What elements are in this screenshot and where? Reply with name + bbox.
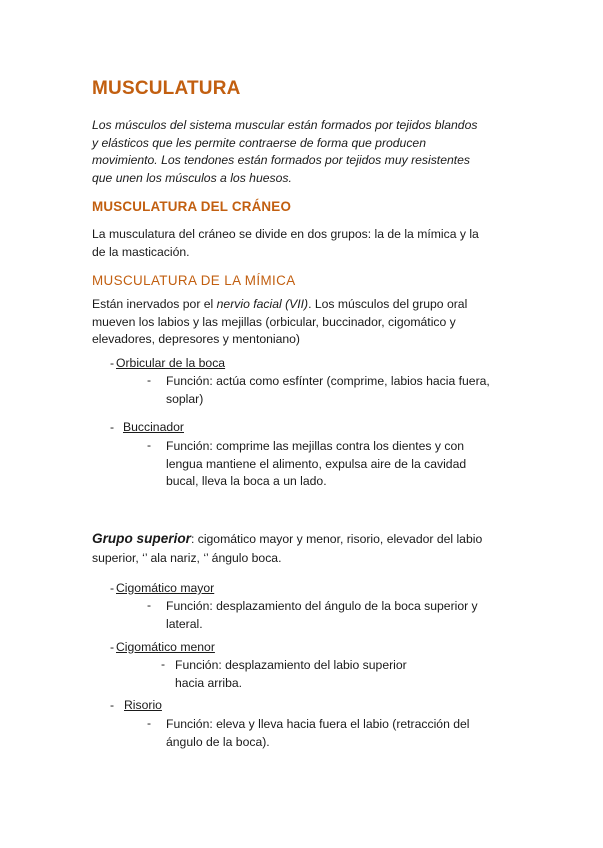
paragraph-line: elevadores, depresores y mentoniano): [92, 332, 300, 347]
grupo-superior-paragraph: [92, 530, 482, 567]
list-dash: -: [110, 698, 115, 712]
muscle-name-risorio: Risorio: [124, 698, 162, 712]
muscle-name-orbicular: Orbicular de la boca: [116, 356, 226, 370]
paragraph-line: de la masticación.: [92, 244, 190, 259]
paragraph-line: La musculatura del cráneo se divide en dos grupos: la de la mímica y la: [92, 227, 479, 241]
intro-line: Los músculos del sistema muscular están formados por tejidos blandos: [92, 118, 478, 132]
muscle-function-cigomatico-mayor: [166, 598, 478, 633]
mimica-paragraph: [92, 296, 467, 349]
function-line: Función: desplazamiento del ángulo de la boca superior y: [166, 599, 478, 613]
page-title: MUSCULATURA: [92, 78, 241, 99]
intro-paragraph: [92, 117, 477, 187]
list-dash: -: [110, 356, 115, 370]
list-dash: -: [110, 420, 115, 434]
muscle-function-orbicular: [166, 373, 490, 408]
function-line: Función: eleva y lleva hacia fuera el labio (retracción del: [166, 717, 470, 731]
paragraph-line: superior, ‘’ ala nariz, ‘’ ángulo boca.: [92, 550, 282, 565]
function-line: soplar): [166, 391, 204, 406]
text-run: Están inervados por el: [92, 297, 217, 311]
list-bullet: -: [161, 657, 166, 671]
function-line: hacia arriba.: [175, 675, 243, 690]
list-dash: -: [110, 581, 115, 595]
function-line: lateral.: [166, 616, 203, 631]
function-line: Función: desplazamiento del labio superior: [175, 658, 407, 672]
nerve-name: nervio facial (VII): [216, 297, 309, 311]
list-bullet: -: [147, 373, 152, 387]
muscle-function-buccinador: [166, 438, 466, 491]
section-heading-craneo: MUSCULATURA DEL CRÁNEO: [92, 199, 292, 214]
paragraph-line: [92, 530, 482, 549]
group-label: Grupo superior: [92, 531, 191, 546]
section-heading-mimica: MUSCULATURA DE LA MÍMICA: [92, 273, 296, 288]
text-run: . Los músculos del grupo oral: [308, 297, 468, 311]
list-bullet: -: [147, 438, 152, 452]
muscle-function-cigomatico-menor: [175, 657, 407, 692]
function-line: Función: comprime las mejillas contra los dientes y con: [166, 439, 465, 453]
craneo-paragraph: [92, 226, 479, 261]
function-line: Función: actúa como esfínter (comprime, labios hacia fuera,: [166, 374, 490, 388]
intro-line: y elásticos que les permite contraerse de forma que producen: [92, 135, 426, 150]
intro-line: movimiento. Los tendones están formados por tejidos muy resistentes: [92, 153, 471, 168]
list-dash: -: [110, 640, 115, 654]
muscle-function-risorio: [166, 716, 470, 751]
muscle-name-buccinador: Buccinador: [123, 420, 184, 434]
paragraph-line: [92, 296, 467, 314]
muscle-name-cigomatico-mayor: Cigomático mayor: [116, 581, 215, 595]
list-bullet: -: [147, 716, 152, 730]
muscle-name-cigomatico-menor: Cigomático menor: [116, 640, 215, 654]
function-line: bucal, lleva la boca a un lado.: [166, 474, 327, 489]
list-bullet: -: [147, 598, 152, 612]
intro-line: que unen los músculos a los huesos.: [92, 170, 292, 185]
function-line: ángulo de la boca).: [166, 734, 270, 749]
function-line: lengua mantiene el alimento, expulsa aire de la cavidad: [166, 456, 467, 471]
paragraph-line: mueven los labios y las mejillas (orbicular, buccinador, cigomático y: [92, 314, 456, 329]
text-run: : cigomático mayor y menor, risorio, elevador del labio: [190, 532, 483, 546]
